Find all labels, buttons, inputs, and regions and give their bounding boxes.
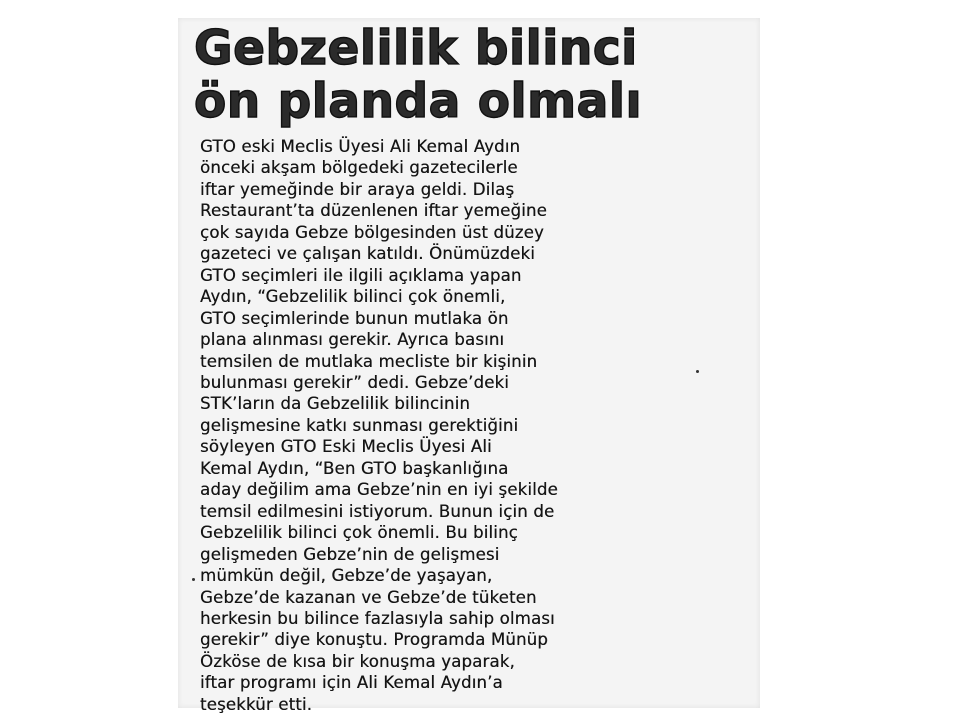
body-line: herkesin bu bilince fazlasıyla sahip olması	[200, 608, 555, 628]
headline	[194, 22, 754, 128]
scan-speck	[696, 370, 699, 373]
body-line: gelişmesine katkı sunması gerektiğini	[200, 415, 519, 435]
body-line: temsil edilmesini istiyorum. Bunun için de	[200, 501, 555, 521]
body-line: gerekir” diye konuştu. Programda Münüp	[200, 630, 548, 650]
body-line: mümkün değil, Gebze’de yaşayan,	[200, 566, 493, 586]
newspaper-clipping	[178, 18, 760, 714]
body-line: GTO seçimleri ile ilgili açıklama yapan	[200, 265, 522, 285]
body-line: çok sayıda Gebze bölgesinden üst düzey	[200, 222, 544, 242]
body-line: plana alınması gerekir. Ayrıca basını	[200, 330, 505, 350]
body-line: Özköse de kısa bir konuşma yaparak,	[200, 651, 515, 671]
body-line: Gebze’de kazanan ve Gebze’de tüketen	[200, 587, 537, 607]
body-line: Aydın, “Gebzelilik bilinci çok önemli,	[200, 287, 506, 307]
scan-speck	[192, 578, 195, 581]
body-line: temsilen de mutlaka mecliste bir kişinin	[200, 351, 538, 371]
body-line: gazeteci ve çalışan katıldı. Önümüzdeki	[200, 244, 535, 264]
body-line: bulunması gerekir” dedi. Gebze’deki	[200, 372, 510, 392]
body-line: Restaurant’ta düzenlenen iftar yemeğine	[200, 201, 547, 221]
body-line: GTO seçimlerinde bunun mutlaka ön	[200, 308, 509, 328]
body-line: söyleyen GTO Eski Meclis Üyesi Ali	[200, 437, 492, 457]
headline-line: Gebzelilik bilinci	[194, 21, 638, 76]
body-line: iftar yemeğinde bir araya geldi. Dilaş	[200, 179, 515, 199]
body-line: GTO eski Meclis Üyesi Ali Kemal Aydın	[200, 137, 521, 156]
body-line: STK’ların da Gebzelilik bilincinin	[200, 394, 471, 414]
body-line: önceki akşam bölgedeki gazetecilerle	[200, 158, 518, 178]
body-line: iftar programı için Ali Kemal Aydın’a	[200, 673, 503, 693]
body-line: aday değilim ama Gebze’nin en iyi şekilde	[200, 480, 558, 500]
body-line: Kemal Aydın, “Ben GTO başkanlığına	[200, 458, 509, 478]
article-body	[200, 136, 760, 715]
body-line: teşekkür etti.	[200, 694, 313, 714]
headline-line: ön planda olmalı	[194, 74, 643, 129]
body-line: Gebzelilik bilinci çok önemli. Bu bilinç	[200, 523, 518, 543]
body-line: gelişmeden Gebze’nin de gelişmesi	[200, 544, 500, 564]
